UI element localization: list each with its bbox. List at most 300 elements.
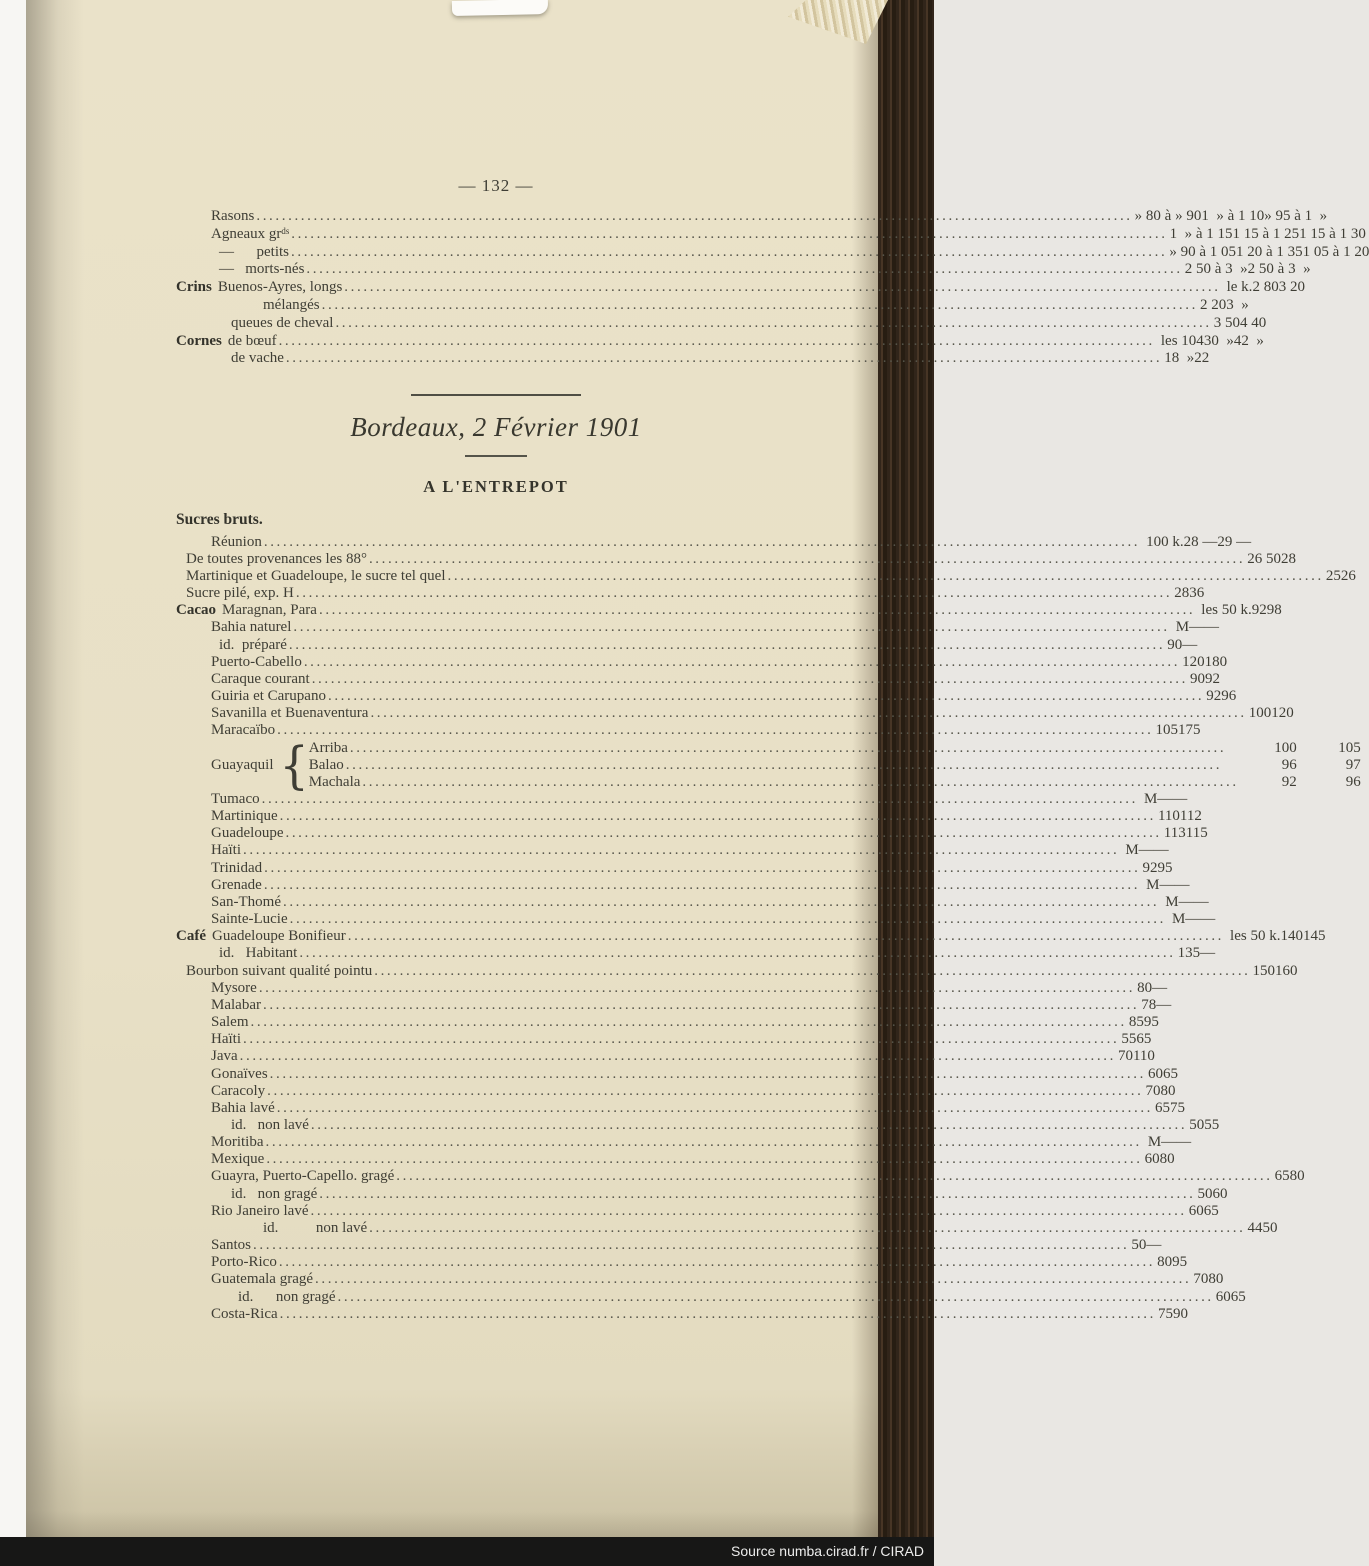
row-price-2: 92 <box>1205 670 1221 687</box>
row-unit: le k. <box>1226 279 1253 296</box>
row-price-2: — <box>1182 636 1198 653</box>
row-unit: M <box>1147 1134 1162 1151</box>
table-row <box>176 962 1298 980</box>
row-price-2: 3 » <box>1226 296 1249 313</box>
row-price-2: 112 <box>1179 808 1202 825</box>
row-label: Salem <box>211 1014 249 1031</box>
table-row <box>176 1168 1305 1185</box>
row-label: mélangés <box>263 296 320 313</box>
row-price-2: — <box>1172 791 1188 808</box>
dot-leader <box>263 997 1139 1014</box>
row-label: id. non lavé <box>231 1116 309 1133</box>
row-label: Haïti <box>211 842 241 859</box>
row-price-2: 50 <box>1262 1219 1278 1236</box>
dot-leader <box>279 1254 1155 1271</box>
row-price-1: 28 <box>1174 585 1190 602</box>
row-price-2: 98 <box>1266 602 1282 619</box>
table-row <box>176 653 1228 671</box>
row-unit: M <box>1175 619 1190 636</box>
row-label: Agneaux grᵈˢ <box>211 225 290 242</box>
row-label: Buenos-Ayres, longs <box>217 279 343 296</box>
row-price-2: 96 <box>1221 688 1237 705</box>
table-row <box>176 1099 1186 1117</box>
row-label: Rasons <box>211 208 255 224</box>
dot-leader <box>311 1117 1187 1134</box>
row-range-2: 1 » à 1 10 <box>1201 208 1265 224</box>
table-row <box>176 602 1282 619</box>
dot-leader <box>346 757 1239 774</box>
row-price-2: 22 <box>1194 350 1210 367</box>
row-label: Santos <box>211 1237 252 1254</box>
row-price-1: 70 <box>1145 1082 1161 1099</box>
table-row <box>176 670 1221 688</box>
row-label: Costa-Rica <box>211 1305 278 1322</box>
row-price-1: 75 <box>1157 1305 1173 1322</box>
table-row <box>176 825 1208 842</box>
row-price-2: 29 — <box>1217 533 1252 550</box>
dot-leader <box>264 860 1140 877</box>
row-price-1: 2 80 <box>1252 279 1279 296</box>
row-label: Malabar <box>211 996 261 1013</box>
row-price-2: 175 <box>1177 722 1201 739</box>
dot-leader <box>251 1014 1127 1031</box>
row-label: Caraque courant <box>211 670 310 687</box>
row-price-1: — <box>1138 842 1154 859</box>
row-label: Puerto-Cabello <box>211 653 302 670</box>
row-price-2: — <box>1174 876 1190 893</box>
row-label: Rio Janeiro lavé <box>211 1202 309 1219</box>
dot-leader <box>243 842 1119 859</box>
row-price-1: 50 <box>1197 1185 1213 1202</box>
table-row <box>176 533 1252 551</box>
table-row <box>176 945 1216 962</box>
row-unit: les 50 k. <box>1201 602 1252 619</box>
dot-leader <box>396 1168 1272 1185</box>
table-row <box>176 619 1220 636</box>
table-row <box>176 1305 1188 1323</box>
row-label: Java <box>211 1048 238 1065</box>
table-row <box>176 1048 1155 1065</box>
row-bold-prefix: Cornes <box>176 332 222 349</box>
dot-leader <box>315 1271 1191 1288</box>
row-label: Grenade <box>211 876 262 893</box>
row-range-1: 1 » à 1 15 <box>1169 225 1233 242</box>
table-row <box>176 808 1202 825</box>
row-price-1: 50 <box>1131 1237 1147 1254</box>
row-price-1: 92 <box>1251 602 1267 619</box>
table-row <box>176 1185 1228 1203</box>
dot-leader <box>369 1220 1245 1237</box>
dot-leader <box>448 568 1324 585</box>
table-row <box>176 1151 1175 1168</box>
row-range-2: 1 15 à 1 25 <box>1232 225 1300 242</box>
row-label: Guiria et Carupano <box>211 688 326 705</box>
row-price-1: 80 <box>1157 1254 1173 1271</box>
row-price-1: 55 <box>1121 1031 1137 1048</box>
row-price-1: 135 <box>1177 945 1201 962</box>
row-label: id. non lavé <box>263 1219 368 1236</box>
table-row <box>176 1237 1162 1254</box>
row-range-2: 1 20 à 1 35 <box>1235 243 1303 260</box>
row-label: — petits <box>219 243 289 260</box>
dot-leader <box>283 894 1159 911</box>
row-price-2: 80 <box>1208 1271 1224 1288</box>
table-row <box>176 585 1205 602</box>
row-range-3: » 95 à 1 » <box>1264 208 1328 224</box>
dot-leader <box>291 226 1167 244</box>
row-price-2: 120 <box>1271 705 1294 722</box>
page-title: Bordeaux, 2 Février 1901 <box>350 412 642 443</box>
row-price-1: 44 <box>1247 1219 1263 1236</box>
row-bold-prefix: Cacao <box>176 602 216 619</box>
table-row <box>176 314 1267 333</box>
row-price-2: 80 <box>1159 1151 1175 1168</box>
table-row <box>176 261 1311 279</box>
row-price-1: — <box>1178 893 1194 910</box>
table-row <box>176 928 1326 945</box>
dot-leader <box>280 1306 1156 1323</box>
row-price-2: 90 <box>1172 1305 1188 1322</box>
dot-leader <box>350 740 1239 757</box>
table-row <box>176 705 1294 722</box>
row-price-1: 110 <box>1157 808 1180 825</box>
table-row <box>176 550 1297 568</box>
table-row <box>176 1288 1246 1306</box>
row-price-1: 105 <box>1155 722 1178 739</box>
row-label: Moritiba <box>211 1134 264 1151</box>
row-price-1: 65 <box>1155 1099 1171 1116</box>
row-label: Martinique <box>211 808 278 825</box>
row-price-2: — <box>1200 911 1216 928</box>
row-label: de bœuf <box>227 332 277 349</box>
row-price-1: 140 <box>1280 928 1303 945</box>
row-price-2: 42 » <box>1233 332 1264 349</box>
row-price-1: 120 <box>1182 653 1205 670</box>
row-price-2: 60 <box>1212 1185 1228 1202</box>
table-row <box>176 876 1190 894</box>
dot-leader <box>319 1186 1195 1203</box>
row-label: Réunion <box>211 533 262 550</box>
row-label: Arriba <box>308 739 348 756</box>
dot-leader <box>328 688 1204 705</box>
row-label: Guadeloupe <box>211 825 284 842</box>
row-price-1: 70 <box>1117 1048 1133 1065</box>
table-row <box>176 911 1216 928</box>
table-row <box>176 1082 1176 1100</box>
dot-leader <box>259 980 1135 997</box>
table-row <box>176 636 1198 654</box>
table-row <box>176 1116 1220 1134</box>
row-label: de vache <box>231 350 284 367</box>
dot-leader <box>299 945 1175 962</box>
row-label: Bahia lavé <box>211 1099 275 1116</box>
row-price-2: 80 <box>1289 1168 1305 1185</box>
row-price-2: 3 20 <box>1278 279 1305 296</box>
dot-leader <box>291 244 1167 262</box>
source-attribution-bar: Source numba.cirad.fr / CIRAD <box>0 1537 934 1566</box>
table-row <box>176 979 1168 997</box>
row-label: queues de cheval <box>231 314 334 331</box>
dot-leader <box>310 1203 1186 1220</box>
row-price-1: 65 <box>1274 1168 1290 1185</box>
dot-leader <box>312 671 1188 688</box>
row-price-1: 78 <box>1141 996 1157 1013</box>
row-price-1: — <box>1161 1134 1177 1151</box>
page-number: — 132 — <box>458 176 534 195</box>
table-row <box>176 1202 1219 1220</box>
dot-leader <box>270 1066 1146 1083</box>
dot-leader <box>319 602 1195 619</box>
dot-leader <box>369 551 1245 568</box>
row-price-2: — <box>1200 945 1216 962</box>
row-price-1: 92 <box>1206 688 1222 705</box>
section-heading: A L'ENTREPOT <box>423 476 569 496</box>
dot-leader <box>306 261 1182 279</box>
row-price-1: — <box>1189 619 1205 636</box>
row-price-2: 55 <box>1204 1116 1220 1133</box>
row-price-2: 95 <box>1172 1254 1188 1271</box>
row-price-2: — <box>1176 1134 1192 1151</box>
row-unit: M <box>1125 842 1139 859</box>
table-row <box>309 774 1361 791</box>
table-row <box>176 279 1305 297</box>
row-price-2: — <box>1152 979 1168 996</box>
dot-leader <box>256 208 1132 226</box>
table-row <box>176 791 1188 808</box>
row-unit: M <box>1171 911 1186 928</box>
dot-leader <box>264 877 1140 894</box>
dot-leader <box>337 1289 1213 1306</box>
row-price-2: 180 <box>1204 653 1228 670</box>
row-price-2: — <box>1204 619 1220 636</box>
row-price-2: 115 <box>1185 825 1208 842</box>
row-unit: les 104 <box>1160 332 1204 349</box>
row-label: Bourbon suivant qualité pointu <box>186 962 373 979</box>
row-price-2: 65 <box>1203 1202 1219 1219</box>
row-label: Trinidad <box>211 859 263 876</box>
row-label: Gonaïves <box>211 1065 268 1082</box>
row-price-1: 113 <box>1163 825 1186 842</box>
brace-icon: { <box>279 735 309 795</box>
row-label: — morts-nés <box>219 261 305 278</box>
dot-leader <box>280 808 1156 825</box>
table-row <box>176 208 1328 226</box>
table-row <box>176 1254 1188 1271</box>
row-price-1: 25 <box>1325 567 1341 584</box>
row-unit: M <box>1165 893 1179 910</box>
table-row <box>176 1031 1152 1048</box>
table-row <box>176 688 1237 705</box>
table-row <box>176 893 1209 911</box>
row-label: Tumaco <box>211 791 260 808</box>
table-row <box>309 757 1361 774</box>
row-price-1: 150 <box>1252 962 1276 979</box>
row-price-1: 92 <box>1281 773 1297 790</box>
row-range-3: 1 15 à 1 30 <box>1299 225 1366 242</box>
dot-leader <box>286 350 1162 368</box>
row-price-1: 90 <box>1190 670 1206 687</box>
row-price-2: 96 <box>1345 773 1361 790</box>
dot-leader <box>277 722 1153 739</box>
row-range-1: » 80 à » 90 <box>1134 208 1202 224</box>
dot-leader <box>266 1134 1142 1151</box>
row-price-1: 90 <box>1167 636 1183 653</box>
row-bold-prefix: Crins <box>176 279 212 296</box>
row-price-2: 95 <box>1143 1014 1159 1031</box>
row-label: Savanilla et Buenaventura <box>211 705 369 722</box>
table-row <box>176 332 1264 351</box>
row-label: id. non gragé <box>238 1288 336 1305</box>
dot-leader <box>296 585 1172 602</box>
row-price-2: 75 <box>1170 1099 1186 1116</box>
dot-leader <box>335 315 1211 333</box>
row-label: Mexique <box>211 1151 265 1168</box>
row-range-3: 1 05 à 1 20 <box>1302 243 1369 260</box>
group-label: Guayaquil <box>211 756 274 773</box>
dot-leader <box>304 654 1180 671</box>
row-price-2: — <box>1193 893 1209 910</box>
row-price-1: 60 <box>1147 1065 1163 1082</box>
table-row <box>176 1219 1278 1237</box>
row-price-2: 110 <box>1132 1048 1155 1065</box>
dot-leader <box>243 1031 1119 1048</box>
dot-leader <box>262 791 1138 808</box>
row-label: Balao <box>308 756 344 773</box>
table-row <box>176 350 1210 368</box>
row-label: Guadeloupe Bonifieur <box>212 928 346 945</box>
row-price-1: 18 » <box>1164 350 1195 367</box>
row-unit: 100 k. <box>1146 533 1184 550</box>
section-divider <box>411 394 581 396</box>
row-label: Martinique et Guadeloupe, le sucre tel quel <box>186 567 446 584</box>
row-label: Guatemala gragé <box>211 1271 314 1288</box>
row-range-2: 2 50 à 3 » <box>1247 261 1311 278</box>
dot-leader <box>266 1151 1142 1168</box>
table-row <box>176 722 1201 739</box>
row-price-1: 70 <box>1193 1271 1209 1288</box>
row-label: Machala <box>308 773 361 790</box>
table-row <box>176 296 1249 315</box>
table-row <box>176 859 1173 877</box>
row-price-2: 80 <box>1160 1082 1176 1099</box>
row-label: Maragnan, Para <box>222 602 317 619</box>
dot-leader <box>279 333 1155 351</box>
dot-leader <box>285 825 1161 842</box>
subsection-heading: Sucres bruts. <box>176 510 263 528</box>
row-range-1: 2 50 à 3 » <box>1184 261 1248 278</box>
row-price-1: 96 <box>1281 756 1297 773</box>
table-row <box>176 1271 1224 1288</box>
row-unit: M <box>1146 876 1160 893</box>
row-price-1: — <box>1157 791 1173 808</box>
page-content <box>176 0 1369 1323</box>
table-row <box>176 1014 1159 1031</box>
row-label: id. Habitant <box>219 945 298 962</box>
row-price-1: 3 50 <box>1213 314 1241 331</box>
row-price-2: 65 <box>1162 1065 1178 1082</box>
row-price-1: 2 20 <box>1199 296 1227 313</box>
row-price-2: 28 <box>1281 550 1297 567</box>
row-price-1: 28 — <box>1183 533 1218 550</box>
row-price-1: 100 <box>1274 739 1297 756</box>
row-label: Haïti <box>211 1031 241 1048</box>
row-price-1: — <box>1185 911 1201 928</box>
row-label: id. non gragé <box>231 1185 318 1202</box>
table-row <box>309 740 1361 757</box>
title-divider <box>465 455 527 457</box>
row-price-1: — <box>1159 876 1175 893</box>
row-price-2: 95 <box>1157 859 1173 876</box>
row-range-1: » 90 à 1 05 <box>1169 243 1236 260</box>
brace-group-row <box>176 735 1361 795</box>
dot-leader <box>267 1083 1143 1100</box>
row-price-1: 60 <box>1215 1288 1231 1305</box>
row-label: Caracoly <box>211 1082 266 1099</box>
dot-leader <box>253 1237 1129 1254</box>
table-row <box>176 996 1172 1014</box>
dot-leader <box>277 1100 1153 1117</box>
row-price-2: 145 <box>1302 928 1326 945</box>
dot-leader <box>293 619 1169 636</box>
row-price-2: 160 <box>1275 962 1298 979</box>
row-unit: les 50 k. <box>1230 928 1281 945</box>
row-price-2: 105 <box>1338 739 1361 756</box>
table-row <box>176 1065 1178 1083</box>
row-price-1: 100 <box>1248 705 1272 722</box>
dot-leader <box>344 279 1220 297</box>
table-row <box>176 1134 1192 1151</box>
row-price-1: 60 <box>1144 1151 1160 1168</box>
dot-leader <box>348 928 1224 945</box>
row-bold-prefix: Café <box>176 928 206 945</box>
row-label: Sainte-Lucie <box>211 911 288 928</box>
table-row <box>176 842 1169 859</box>
row-price-2: — <box>1153 842 1169 859</box>
row-price-1: 26 50 <box>1247 550 1282 567</box>
table-row <box>176 567 1356 585</box>
row-label: Bahia naturel <box>211 619 292 636</box>
row-price-1: 85 <box>1128 1014 1144 1031</box>
row-label: Guayra, Puerto-Capello. gragé <box>211 1168 395 1185</box>
row-price-2: 36 <box>1189 585 1205 602</box>
dot-leader <box>374 963 1250 980</box>
dot-leader <box>264 534 1140 551</box>
dot-leader <box>290 911 1166 928</box>
dot-leader <box>289 637 1165 654</box>
row-price-2: 65 <box>1136 1031 1152 1048</box>
row-label: San-Thomé <box>211 893 281 910</box>
binding-gutter-shadow <box>26 0 84 1542</box>
row-price-1: 60 <box>1188 1202 1204 1219</box>
group-items <box>309 740 1361 791</box>
row-label: Porto-Rico <box>211 1254 277 1271</box>
dot-leader <box>370 705 1246 722</box>
row-price-1: 80 <box>1137 979 1153 996</box>
table-row <box>176 243 1369 262</box>
price-table <box>176 533 1361 1323</box>
row-price-2: — <box>1146 1237 1162 1254</box>
row-price-2: 26 <box>1340 567 1356 584</box>
dot-leader <box>322 297 1198 315</box>
row-price-2: 65 <box>1230 1288 1246 1305</box>
row-label: id. préparé <box>219 636 287 653</box>
table-row <box>176 225 1366 244</box>
row-label: Mysore <box>211 979 257 996</box>
row-price-1: 92 <box>1142 859 1158 876</box>
dot-leader <box>362 774 1238 791</box>
row-label: Sucre pilé, exp. H <box>186 585 294 602</box>
top-range-table <box>176 208 1369 279</box>
